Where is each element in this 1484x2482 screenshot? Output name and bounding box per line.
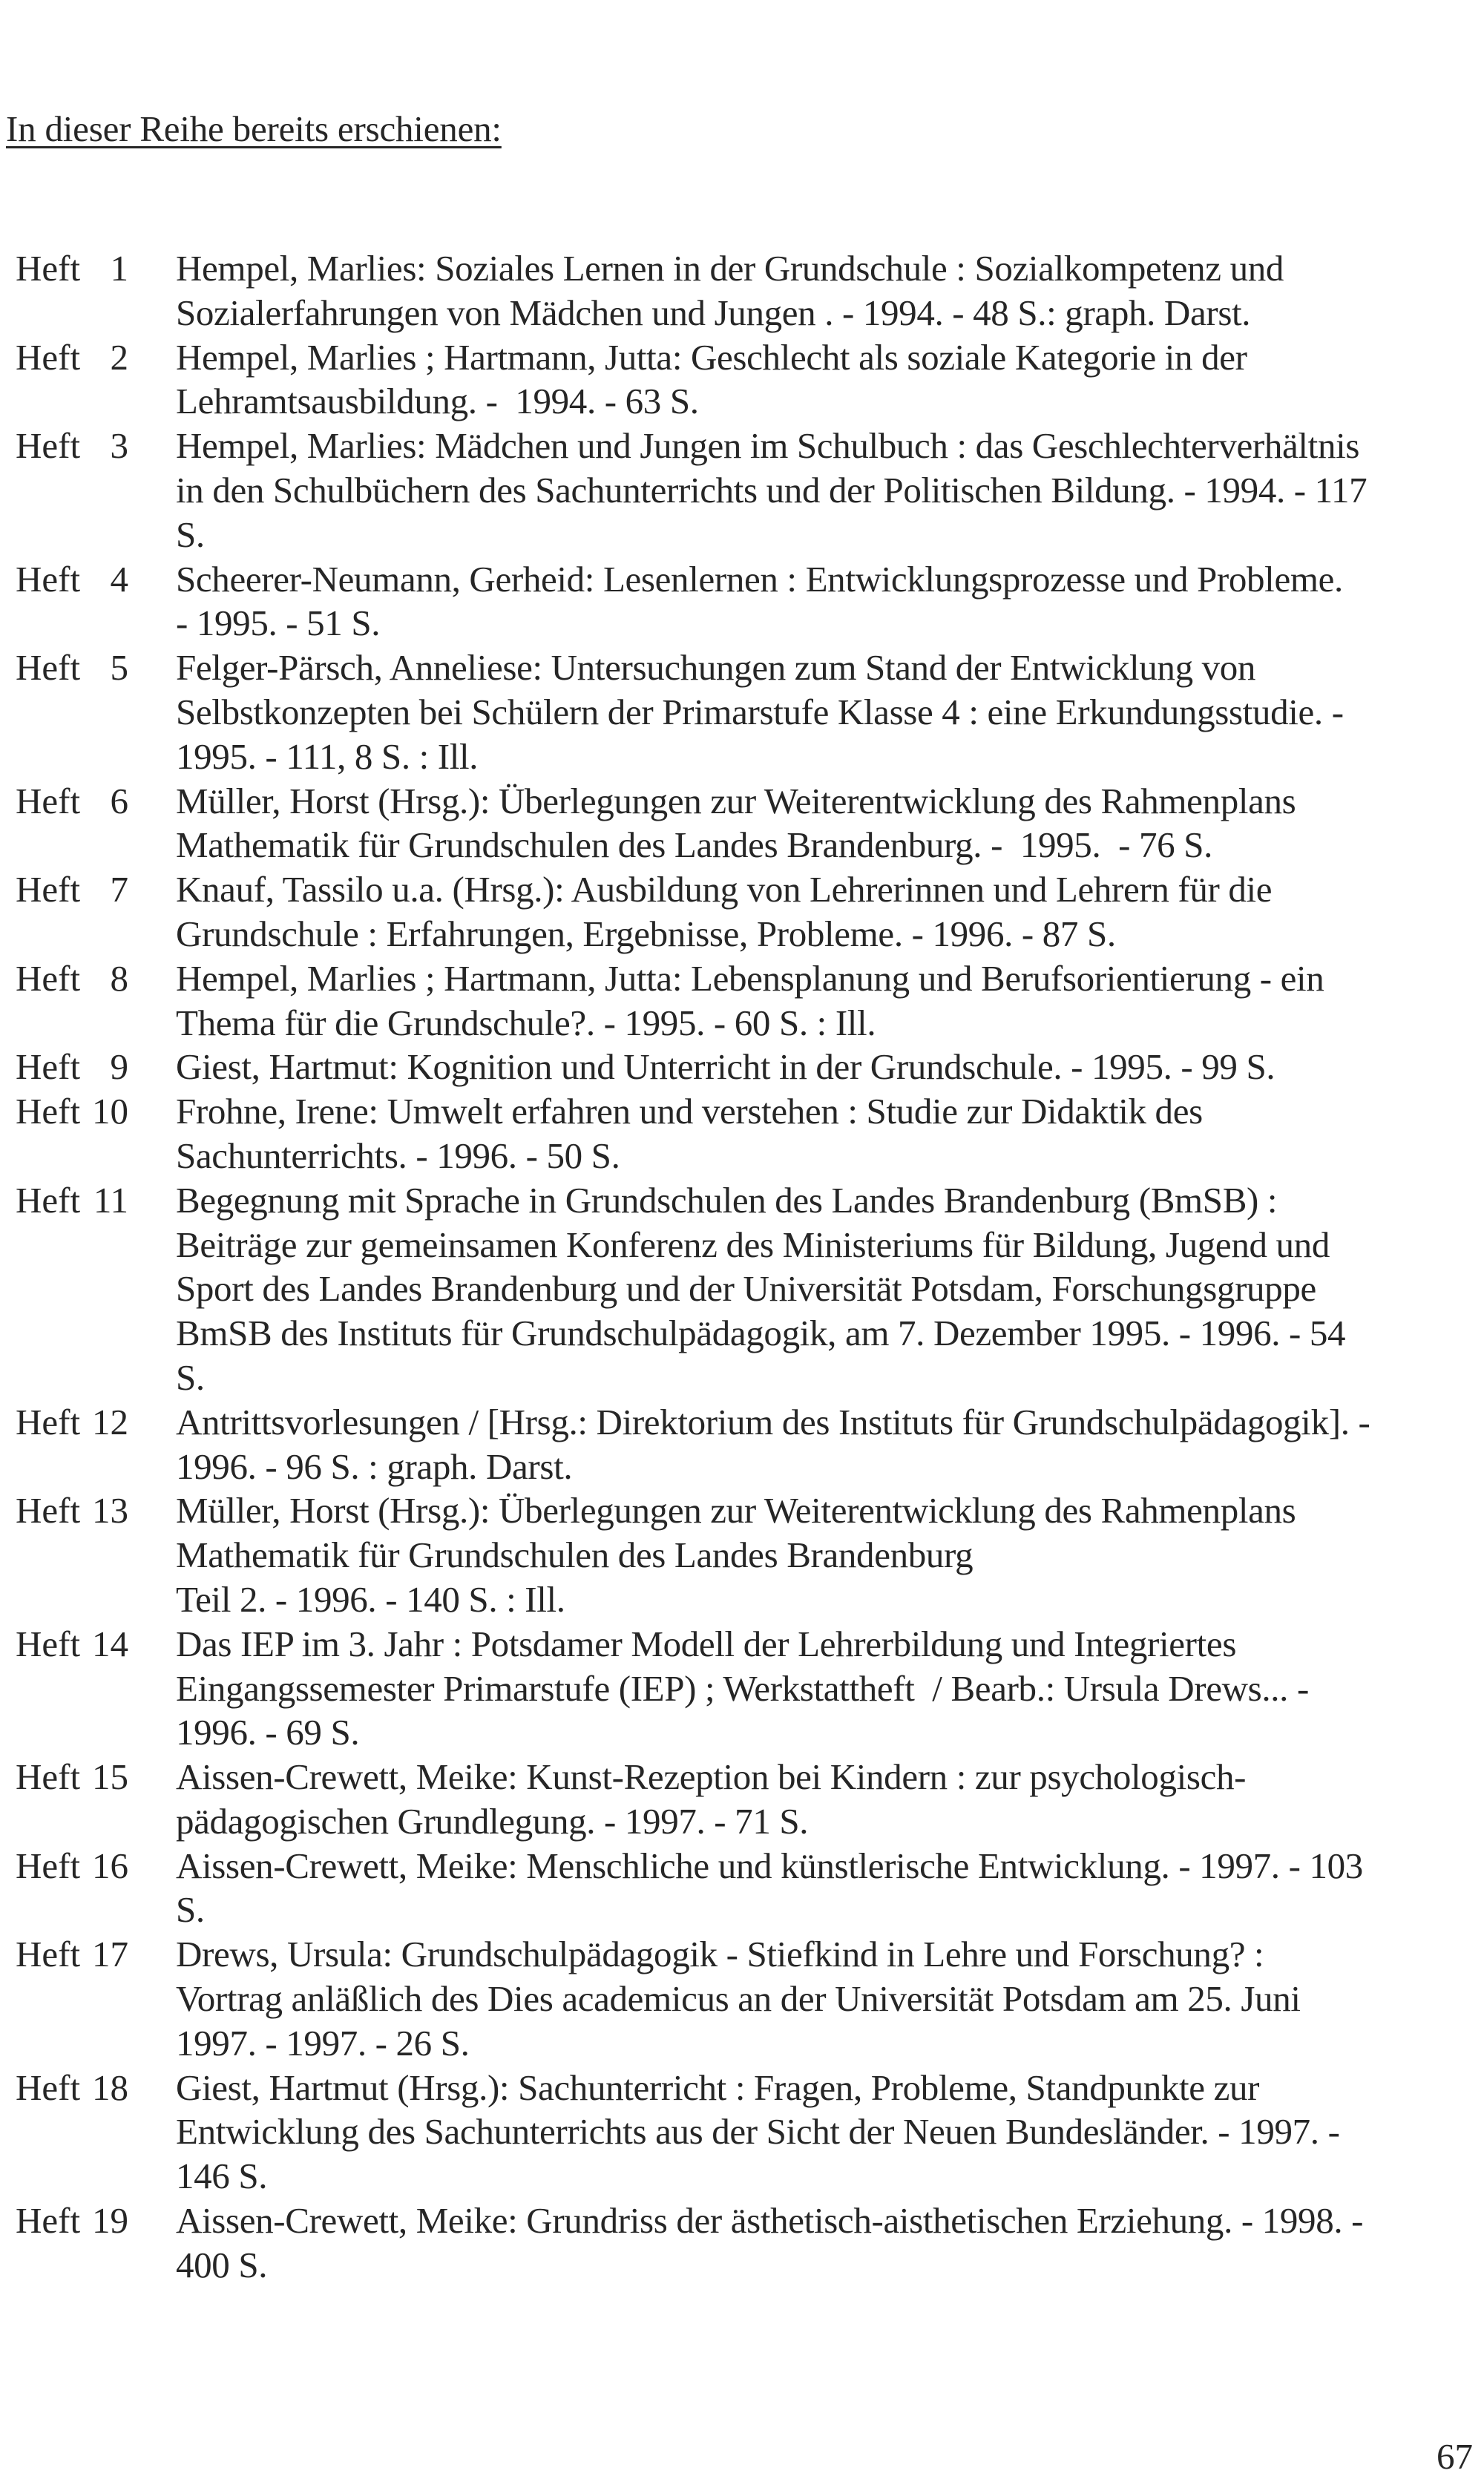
citation-text bbox=[176, 1400, 1484, 1489]
citation-text bbox=[176, 1488, 1484, 1621]
publication-entry-5 bbox=[0, 646, 1484, 778]
citation-text bbox=[176, 2199, 1484, 2288]
citation-line: Giest, Hartmut (Hrsg.): Sachunterricht : Fragen, Probleme, Standpunkte zur bbox=[176, 2066, 1260, 2108]
citation-line: Hempel, Marlies: Mädchen und Jungen im Schulbuch : das Geschlechterverhältnis bbox=[176, 425, 1360, 467]
publication-entry-12 bbox=[0, 1400, 1484, 1489]
citation-line: Knauf, Tassilo u.a. (Hrsg.): Ausbildung von Lehrerinnen und Lehrern für die bbox=[176, 869, 1273, 910]
citation-line: Mathematik für Grundschulen des Landes Brandenburg bbox=[176, 1534, 974, 1576]
citation-line: Selbstkonzepten bei Schülern der Primarstufe Klasse 4 : eine Erkundungsstudie. - bbox=[176, 691, 1344, 732]
citation-line: Müller, Horst (Hrsg.): Überlegungen zur Weiterentwicklung des Rahmenplans bbox=[176, 780, 1296, 821]
publication-entry-15 bbox=[0, 1755, 1484, 1844]
citation-line: BmSB des Instituts für Grundschulpädagogik, am 7. Dezember 1995. - 1996. - 54 bbox=[176, 1313, 1346, 1354]
issue-label-word: Heft bbox=[16, 780, 81, 821]
citation-line: Mathematik für Grundschulen des Landes Brandenburg. - 1995. - 76 S. bbox=[176, 824, 1213, 866]
citation-line: Sozialerfahrungen von Mädchen und Jungen . - 1994. - 48 S.: graph. Darst. bbox=[176, 292, 1251, 333]
citation-line: Das IEP im 3. Jahr : Potsdamer Modell der Lehrerbildung und Integriertes bbox=[176, 1623, 1237, 1664]
issue-label bbox=[16, 557, 128, 602]
publication-entry-19 bbox=[0, 2199, 1484, 2288]
citation-line: Sachunterrichts. - 1996. - 50 S. bbox=[176, 1135, 620, 1176]
citation-line: S. bbox=[176, 1889, 205, 1931]
publication-entry-17 bbox=[0, 1932, 1484, 2065]
citation-line: Vortrag anläßlich des Dies academicus an der Universität Potsdam am 25. Juni bbox=[176, 1978, 1301, 2020]
citation-line: Hempel, Marlies ; Hartmann, Jutta: Geschlecht als soziale Kategorie in der bbox=[176, 336, 1247, 378]
citation-line: 146 S. bbox=[176, 2156, 268, 2197]
citation-text bbox=[176, 867, 1484, 956]
citation-line: Felger-Pärsch, Anneliese: Untersuchungen zum Stand der Entwicklung von bbox=[176, 647, 1256, 689]
issue-number: 17 bbox=[92, 1934, 128, 1975]
citation-line: Hempel, Marlies ; Hartmann, Jutta: Lebensplanung und Berufsorientierung - ein bbox=[176, 957, 1324, 999]
citation-text bbox=[176, 1755, 1484, 1844]
issue-label bbox=[16, 2199, 128, 2243]
issue-label-word: Heft bbox=[16, 1756, 81, 1798]
citation-text bbox=[176, 246, 1484, 335]
citation-line: 1996. - 96 S. : graph. Darst. bbox=[176, 1445, 573, 1487]
citation-line: Müller, Horst (Hrsg.): Überlegungen zur Weiterentwicklung des Rahmenplans bbox=[176, 1490, 1296, 1531]
issue-number: 16 bbox=[92, 1845, 128, 1886]
citation-text bbox=[176, 1045, 1484, 1089]
citation-line: Grundschule : Erfahrungen, Ergebnisse, Probleme. - 1996. - 87 S. bbox=[176, 913, 1116, 954]
citation-line: Lehramtsausbildung. - 1994. - 63 S. bbox=[176, 381, 699, 422]
issue-label-word: Heft bbox=[16, 957, 81, 999]
issue-label bbox=[16, 867, 128, 912]
publication-entry-3 bbox=[0, 424, 1484, 557]
issue-label bbox=[16, 1932, 128, 1977]
issue-number: 8 bbox=[110, 957, 128, 999]
citation-line: Thema für die Grundschule?. - 1995. - 60 S. : Ill. bbox=[176, 1002, 876, 1043]
issue-label-word: Heft bbox=[16, 869, 81, 910]
issue-label bbox=[16, 1755, 128, 1799]
citation-line: Hempel, Marlies: Soziales Lernen in der Grundschule : Sozialkompetenz und bbox=[176, 248, 1284, 289]
publication-entry-2 bbox=[0, 335, 1484, 424]
issue-label bbox=[16, 956, 128, 1001]
citation-line: - 1995. - 51 S. bbox=[176, 603, 381, 644]
issue-number: 4 bbox=[110, 558, 128, 600]
citation-line: Drews, Ursula: Grundschulpädagogik - Stiefkind in Lehre und Forschung? : bbox=[176, 1934, 1264, 1975]
issue-label bbox=[16, 1488, 128, 1533]
issue-number: 19 bbox=[92, 2200, 128, 2242]
citation-text bbox=[176, 335, 1484, 424]
issue-number: 18 bbox=[92, 2066, 128, 2108]
issue-number: 10 bbox=[92, 1091, 128, 1132]
issue-label bbox=[16, 2066, 128, 2110]
publication-entry-7 bbox=[0, 867, 1484, 956]
issue-number: 12 bbox=[92, 1401, 128, 1442]
citation-line: Entwicklung des Sachunterrichts aus der Sicht der Neuen Bundesländer. - 1997. - bbox=[176, 2111, 1340, 2153]
issue-label bbox=[16, 1089, 128, 1134]
publication-entry-4 bbox=[0, 557, 1484, 646]
citation-text bbox=[176, 1932, 1484, 2065]
publication-entry-16 bbox=[0, 1844, 1484, 1933]
issue-label bbox=[16, 1178, 128, 1223]
issue-label-word: Heft bbox=[16, 1401, 81, 1442]
issue-label bbox=[16, 779, 128, 824]
citation-text bbox=[176, 424, 1484, 557]
citation-text bbox=[176, 779, 1484, 868]
issue-label-word: Heft bbox=[16, 336, 81, 378]
issue-number: 5 bbox=[110, 647, 128, 689]
publication-list bbox=[0, 246, 1484, 2288]
citation-line: S. bbox=[176, 1356, 205, 1398]
citation-line: Antrittsvorlesungen / [Hrsg.: Direktorium des Instituts für Grundschulpädagogik]. - bbox=[176, 1401, 1370, 1442]
issue-number: 13 bbox=[92, 1490, 128, 1531]
issue-number: 14 bbox=[92, 1623, 128, 1664]
issue-number: 3 bbox=[110, 425, 128, 467]
citation-line: Aissen-Crewett, Meike: Menschliche und künstlerische Entwicklung. - 1997. - 103 bbox=[176, 1845, 1363, 1886]
citation-line: Teil 2. - 1996. - 140 S. : Ill. bbox=[176, 1578, 565, 1620]
issue-label-word: Heft bbox=[16, 2066, 81, 2108]
citation-line: 1996. - 69 S. bbox=[176, 1712, 360, 1753]
issue-label-word: Heft bbox=[16, 558, 81, 600]
citation-line: Beiträge zur gemeinsamen Konferenz des Ministeriums für Bildung, Jugend und bbox=[176, 1224, 1330, 1265]
citation-text bbox=[176, 1844, 1484, 1933]
issue-label-word: Heft bbox=[16, 248, 81, 289]
citation-text bbox=[176, 646, 1484, 778]
citation-line: Frohne, Irene: Umwelt erfahren und verstehen : Studie zur Didaktik des bbox=[176, 1091, 1203, 1132]
citation-line: in den Schulbüchern des Sachunterrichts und der Politischen Bildung. - 1994. - 117 bbox=[176, 469, 1368, 510]
publication-entry-14 bbox=[0, 1622, 1484, 1755]
citation-text bbox=[176, 956, 1484, 1045]
citation-line: 1997. - 1997. - 26 S. bbox=[176, 2022, 470, 2064]
publication-entry-9 bbox=[0, 1045, 1484, 1089]
citation-line: Aissen-Crewett, Meike: Kunst-Rezeption bei Kindern : zur psychologisch- bbox=[176, 1756, 1247, 1798]
issue-label-word: Heft bbox=[16, 425, 81, 467]
issue-label bbox=[16, 646, 128, 690]
issue-label bbox=[16, 1400, 128, 1445]
issue-label-word: Heft bbox=[16, 1845, 81, 1886]
citation-line: Sport des Landes Brandenburg und der Universität Potsdam, Forschungsgruppe bbox=[176, 1268, 1316, 1310]
issue-label-word: Heft bbox=[16, 1934, 81, 1975]
citation-line: 1995. - 111, 8 S. : Ill. bbox=[176, 735, 479, 777]
page-number: 67 bbox=[1437, 2436, 1473, 2477]
citation-line: Scheerer-Neumann, Gerheid: Lesenlernen : Entwicklungsprozesse und Probleme. bbox=[176, 558, 1343, 600]
citation-text bbox=[176, 1622, 1484, 1755]
publication-entry-13 bbox=[0, 1488, 1484, 1621]
issue-label-word: Heft bbox=[16, 1490, 81, 1531]
issue-number: 1 bbox=[110, 248, 128, 289]
issue-number: 2 bbox=[110, 336, 128, 378]
issue-label bbox=[16, 424, 128, 468]
publication-entry-10 bbox=[0, 1089, 1484, 1178]
publication-entry-18 bbox=[0, 2066, 1484, 2199]
issue-label-word: Heft bbox=[16, 1046, 81, 1088]
publication-entry-6 bbox=[0, 779, 1484, 868]
issue-label bbox=[16, 1844, 128, 1888]
page-heading: In dieser Reihe bereits erschienen: bbox=[6, 108, 502, 149]
issue-label bbox=[16, 1045, 128, 1089]
citation-line: Aissen-Crewett, Meike: Grundriss der ästhetisch-aisthetischen Erziehung. - 1998. - bbox=[176, 2200, 1364, 2242]
publication-entry-11 bbox=[0, 1178, 1484, 1400]
issue-label bbox=[16, 1622, 128, 1667]
citation-text bbox=[176, 1089, 1484, 1178]
issue-number: 11 bbox=[93, 1179, 128, 1221]
issue-label-word: Heft bbox=[16, 1179, 81, 1221]
issue-label-word: Heft bbox=[16, 2200, 81, 2242]
issue-number: 9 bbox=[110, 1046, 128, 1088]
issue-label-word: Heft bbox=[16, 1623, 81, 1664]
issue-number: 7 bbox=[110, 869, 128, 910]
issue-number: 15 bbox=[92, 1756, 128, 1798]
citation-line: pädagogischen Grundlegung. - 1997. - 71 S. bbox=[176, 1800, 809, 1842]
citation-line: Giest, Hartmut: Kognition und Unterricht in der Grundschule. - 1995. - 99 S. bbox=[176, 1046, 1275, 1088]
citation-text bbox=[176, 2066, 1484, 2199]
citation-line: S. bbox=[176, 513, 205, 555]
citation-line: Begegnung mit Sprache in Grundschulen des Landes Brandenburg (BmSB) : bbox=[176, 1179, 1278, 1221]
issue-label-word: Heft bbox=[16, 647, 81, 689]
citation-line: Eingangssemester Primarstufe (IEP) ; Werkstattheft / Bearb.: Ursula Drews... - bbox=[176, 1667, 1309, 1709]
issue-label bbox=[16, 246, 128, 291]
issue-label-word: Heft bbox=[16, 1091, 81, 1132]
issue-label bbox=[16, 335, 128, 380]
citation-line: 400 S. bbox=[176, 2244, 268, 2285]
publication-entry-1 bbox=[0, 246, 1484, 335]
citation-text bbox=[176, 1178, 1484, 1400]
issue-number: 6 bbox=[110, 780, 128, 821]
publication-entry-8 bbox=[0, 956, 1484, 1045]
citation-text bbox=[176, 557, 1484, 646]
